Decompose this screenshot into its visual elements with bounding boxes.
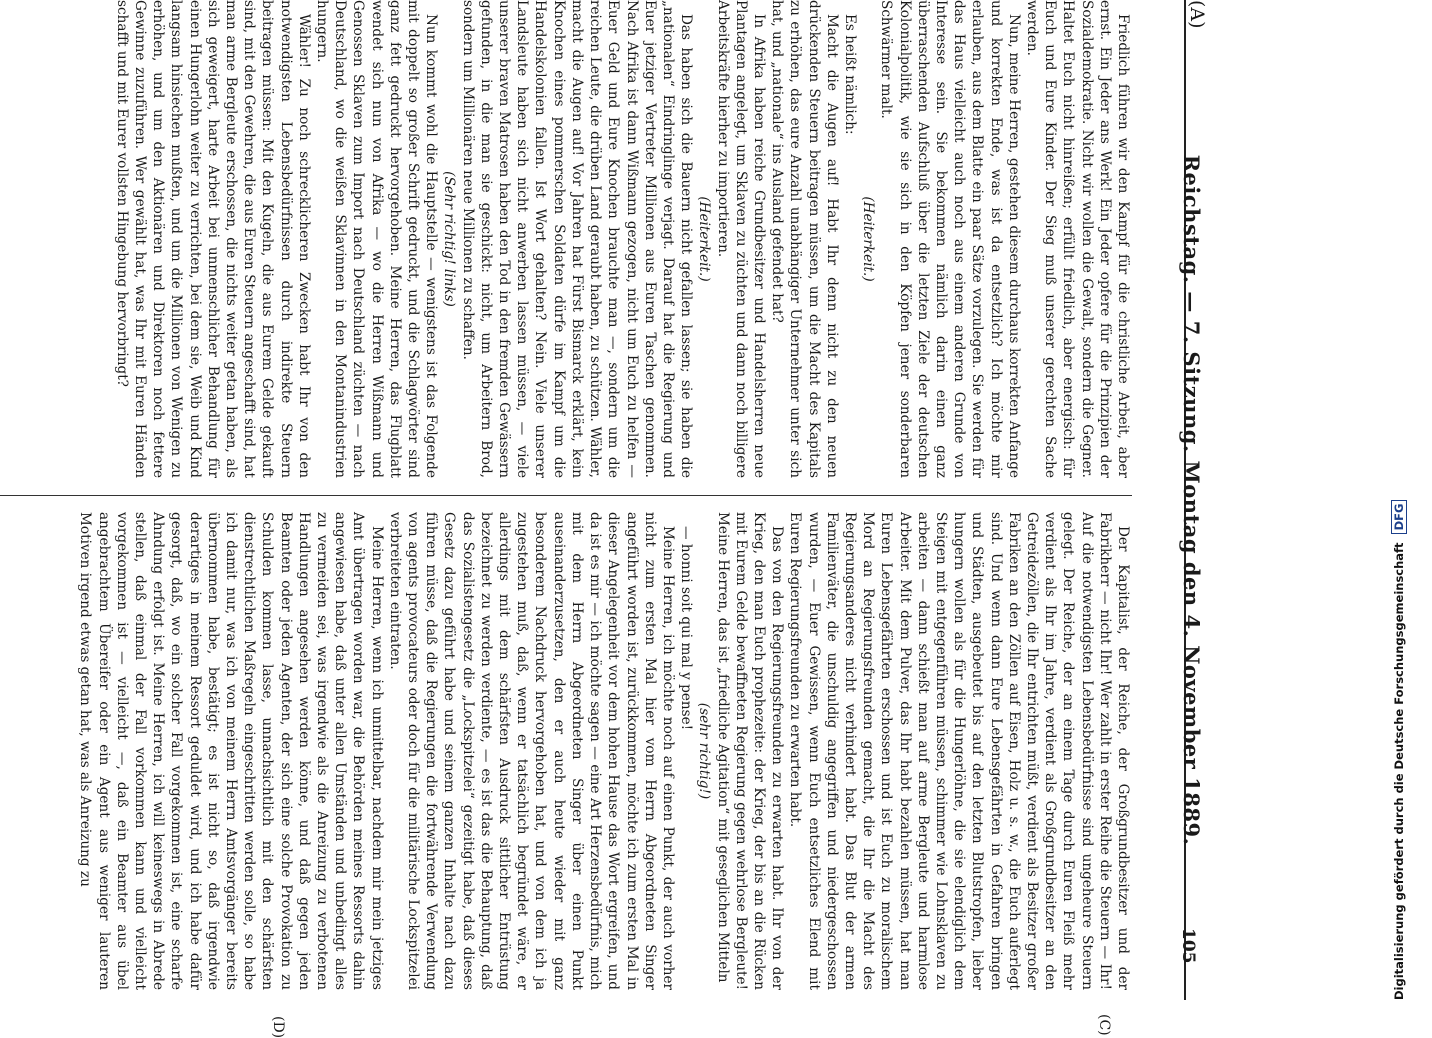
paragraph: Das von den Regierungsfreunden zu erwarten habt. Ihr von der Krieg, den man Euch prophezeite: der Krieg, der bis an die Rücken mit Eurem Gelde bewaffneten Regierung gegen wehrlose Bergleute! Meine Herren, das ist „friedliche Agitation“ mit geseglichen Mitteln bbox=[714, 512, 786, 990]
page-title: Reichstag. — 7. Sitzung. Montag den 4. November 1889. bbox=[1179, 154, 1204, 846]
margin-mark-b: (D) bbox=[270, 1016, 286, 1038]
page-number: 105 bbox=[1178, 928, 1198, 964]
paragraph: Das haben sich die Bauern nicht gefallen lassen; sie haben die „nationalen“ Eindringlinge verjagt. Darauf hat die Regierung und Euer jetziger Vertreter Millionen aus Euren Taschen genommen. Nach Afrika ist dann Wißmann gezogen, nicht um Euch zu helfen — Euer Geld und Eure Knochen brauchte man —, sondern um die reichen Leute, die drüben Land geraubt haben, zu schützen. Wähler, macht die Augen auf! Vor Jahren hat Fürst Bismarck erklärt, kein Knochen eines pommerschen Soldaten dürfe im Kampf um die Handelskolonien fallen. Ist Wort gehalten? Nein. Viele unserer Landsleute haben sich nicht anwerben lassen müssen, — viele unserer braven Matrosen haben den Tod in den fremden Gewässern gefunden, in die man sie geschickt: nicht, um Arbeitern Brod, sondern um Millionären neue Millionen zu schaffen. bbox=[459, 0, 695, 478]
paragraph: Es heißt nämlich: bbox=[841, 14, 858, 135]
interjection: (Heiterkeit.) bbox=[696, 196, 713, 282]
paragraph: Wähler! Zu noch schrecklicheren Zwecken habt Ihr von den notwendigsten Lebensbedürfnissen durch indirekte Steuern beitragen müssen: Mit den Kugeln, die aus Eurem Gelde gekauft sind, mit den Gewehren, die aus Euren Steuern angeschafft sind, hat man arme Bergleute erschossen, die nichts weiter getan haben, als sich geweigert, harte Arbeit bei unmenschlicher Behandlung für einen Hungerlohn weiter zu verrichten, bei dem sie, Weib und Kind langsam hinsiechen mußten, und um die Millionen von Wenigen zu erhöhen, und um den Aktionären und Direktoren noch fettere Gewinne zuzuführen. Wer gewählt hat, was Ihr mit Euren Händen schafft und mit Eurer vollsten Hingebung hervorbringt? bbox=[113, 0, 312, 478]
digitization-credit bbox=[1391, 0, 1411, 1000]
interjection: (Sehr richtig! links) bbox=[441, 171, 458, 307]
paragraph: Macht die Augen auf! Habt Ihr denn nicht zu den neuen drückenden Steuern beitragen müssen, um die Macht des Kapitals zu erhöhen, das eure Anzahl unabhängiger Unternehmer unter sich hat, und „nationale“ ins Ausland gefendet hat? bbox=[769, 0, 840, 478]
paragraph: Der Kapitalist, der Reiche, der Großgrundbesitzer und der Fabrikherr — nicht Ihr! Wer zahlt in erster Reihe die Steuern — Ihr! Auf die notwendigsten Lebensbedürfnisse sind ungeheure Steuern gelegt. Der Reiche, der an einem Tage durch Euren Fleiß mehr verdient als Ihr im Jahre, verdient als Großgrundbesitzer an den Getreidezöllen, die Ihr entrichten müßt, verdient als Besitzer großer Fabriken an den Zöllen auf Eisen, Holz u. s. w., die Euch auferlegt sind. Und wenn dann Eure Lebensgefährten in Gefahren bringen und Städten, ausgebeutet bis auf den letzten Blutstropfen, lieber hungern wollen als für die Hungerlöhne, die sie elendiglich dem Steigen mit entgegenführen müssen, schimmer wie Lohnsklaven zu arbeiten — dann schießt man auf arme Bergleute und harmlose Arbeiter. Mit dem Pulver, das Ihr habt bezahlen müssen, hat man Euren Lebensgefährten erschossen und ist Euch zu moralischem Mord an Regierungsfreunden gemacht, die Ihr die Macht des Regierungsanderes nicht verhindert habt. Das Blut der armen Familienväter, die unschuldig angegriffen und niedergeschossen wurden, — Euer Gewissen, wenn Euch entsetzliches Elend mit Euren Regierungsfreunden zu erwarten habt. bbox=[787, 512, 1131, 990]
digitization-note: Digitalisierung gefördert durch die Deutsche Forschungsgemeinschaft bbox=[1392, 542, 1406, 1000]
paragraph: Nun kommt wohl die Hauptstelle — wenigstens ist das Folgende mit doppelt so großer Schrift gedruckt, und die Schlagwörter sind ganz fett gedruckt hervorgehoben. Meine Herren, das Flugblatt wendet sich nun von Afrika — wo die Herren Wißmann und Genossen Sklaven zum Import nach Deutschland züchten — nach Deutschland, wo die weißen Sklavinnen in den Montanindustrien hungern. bbox=[314, 0, 440, 478]
paragraph: In Afrika haben reiche Grundbesitzer und Handelsherren neue Plantagen angelegt, um Sklaven zu züchten und dann noch billigere Arbeitskräfte hierher zu importieren. bbox=[714, 0, 767, 478]
column-divider bbox=[0, 495, 1132, 496]
header-mark: (A) bbox=[1186, 0, 1208, 29]
left-column bbox=[113, 0, 1132, 478]
paragraph: Meine Herren, ich möchte noch auf einen Punkt, der auch vorher nicht zum ersten Mal hier vom Herrn Abgeordneten Singer angeführt worden ist, zurückkommen, möchte ich zum ersten Mal in dieser Angelegenheit vor dem hohen Hause das Wort ergreifen, und da ist es mir — ich möchte sagen — eine Art Herzensbedürfnis, mich mit dem Herrn Abgeordneten Singer über einen Punkt auseinanderzusetzen, den er auch heute wieder mit ganz besonderem Nachdruck hervorgehoben hat, und von dem ich ja zugestehen muß, daß, wenn er tatsächlich begründet wäre, er allerdings mit dem schärfsten Ausdruck sittlicher Entrüstung bezeichnet zu werden verdiente, — es ist das die Behauptung, daß das Sozialistengesetz die „Lockspitzelei“ gezeitigt habe, daß dieses Gesetz dazu geführt habe und seinem ganzen Inhalte nach dazu führen müsse, daß die Regierungen die fortwährende Verwendung von agents provocateurs oder doch für die militärische Lockspitzelei verbreiteten eintraten. bbox=[386, 512, 676, 990]
interjection: (sehr richtig!) bbox=[696, 702, 713, 800]
interjection: (Heiterkeit.) bbox=[860, 196, 877, 282]
dfg-logo-icon: DFG bbox=[1391, 500, 1407, 535]
paragraph: — honni soit qui mal y pense! bbox=[678, 526, 695, 731]
paragraph: Nun, meine Herren, gestehen diesem durchaus korrekten Anfange und korrekten Ende, was ist da entsetzlich? Ich möchte mir erlauben, aus dem Blatte ein paar Sätze vorzulegen. Sie werden für das Haus vielleicht auch noch aus einem anderen Grunde von Interesse sein. Sie bekommen nämlich darin einen ganz überraschenden Aufschluß über die letzten Ziele der deutschen Kolonialpolitik, wie sie sich in den Köpfen jener sonderbaren Schwärmer malt. bbox=[878, 0, 1022, 478]
paragraph: Meine Herren, wenn ich unmittelbar, nachdem mir mein jetziges Amt übertragen worden war, die Behörden meines Ressorts dahin angewiesen habe, daß unter allen Umständen und unbedingt alles zu vermeiden sei, was irgendwie als die Anreizung zu verbotenen Handlungen angesehen werden könne, und daß gegen jeden Beamten oder jeden Agenten, der sich eine solche Provokation zu Schulden kommen lasse, unnachsichtlich mit den schärfsten dienstrechtlichen Maßregeln eingeschritten werden solle, so habe ich damit nur, was ich von meinem Herrn Amtsvorgänger bereits übernommen habe, bestätigt; es ist nicht so, daß irgendwie derartiges in meinem Ressort geduldet wird, und ich habe dafür gesorgt, daß, wo ein solcher Fall vorgekommen ist, eine scharfe Ahndung erfolgt ist. Meine Herren, ich will keineswegs in Abrede stellen, daß einmal der Fall vorkommen kann und vielleicht vorgekommen ist — vielleicht —, daß ein Beamter aus übel angebrachtem Übereifer oder ein Agent aus weniger lauteren Motiven irgend etwas getan hat, was als Anreizung zu bbox=[77, 512, 385, 990]
paragraph: Friedlich führen wir den Kampf für die christliche Arbeit, aber ernst. Ein Jeder ans Werk! Ein Jeder opfere für die Prinzipien der Sozialdemokratie. Nicht wir wollen die Gewalt, sondern die Gegner. Haltet Euch nicht hinreißen; erfüllt friedlich, aber energisch: für Euch und Eure Kinder. Der Sieg muß unserer gerechten Sache werden. bbox=[1023, 0, 1131, 478]
margin-mark-a: (C) bbox=[1096, 1014, 1112, 1036]
right-column bbox=[76, 512, 1132, 990]
